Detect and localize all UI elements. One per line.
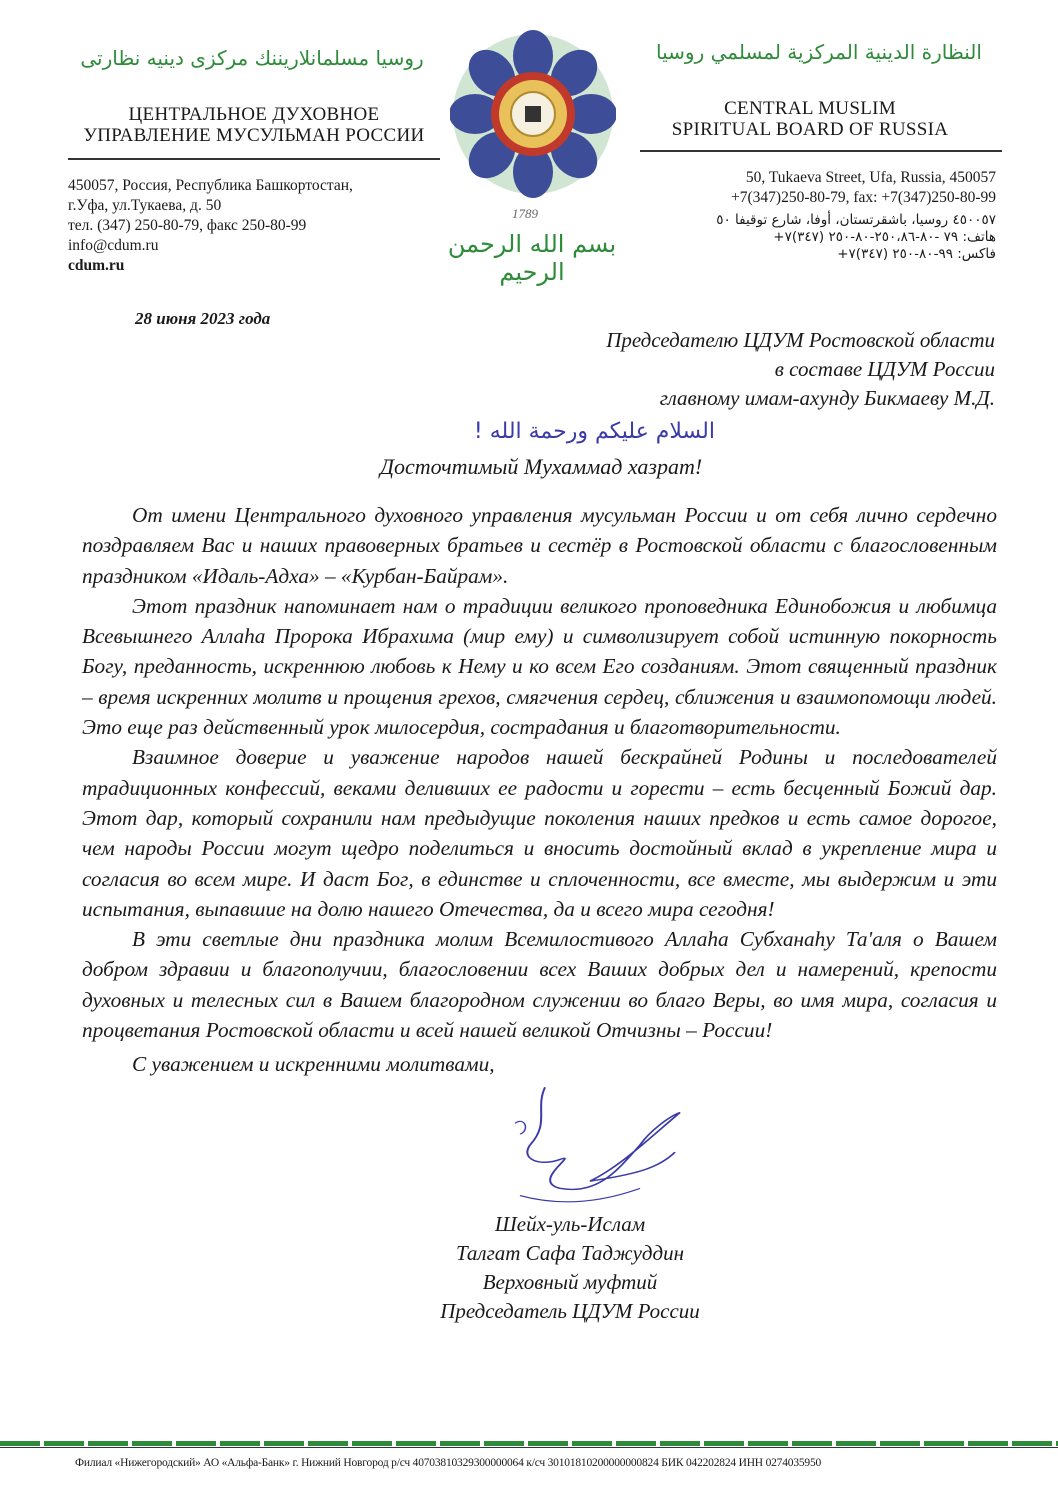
signatory-position: Председатель ЦДУМ России (440, 1298, 700, 1323)
right-arabic-logo: النظارة الدينية المركزية لمسلمي روسيا (656, 40, 982, 64)
email-link[interactable]: info@cdum.ru (68, 237, 159, 254)
signature-block (410, 1210, 730, 1326)
basmala-calligraphy: بسم الله الرحمن الرحيم (447, 230, 617, 286)
website-link[interactable]: cdum.ru (68, 257, 125, 274)
handwritten-greeting: السلام عليكم ورحمة الله ! (473, 419, 715, 444)
org-name-ru-line: УПРАВЛЕНИЕ МУСУЛЬМАН РОССИИ (83, 125, 425, 146)
contact-line: 450057, Россия, Республика Башкортостан, (68, 177, 353, 194)
addressee-line: главному имам-ахунду Бикмаеву М.Д. (659, 386, 995, 410)
paragraph: В эти светлые дни праздника молим Всемилостивого Аллаһа Субханаһу Та'аля о Вашем добром здравии и благополучии, благословении всех Ваших добрых дел и намерений, крепости духовных и телесных сил в Вашем благородном служении во благо Веры, во имя мира, согласия и процветания Ростовской области и всей нашей великой Отчизны – России! (82, 927, 997, 1043)
emblem-rosette-icon (450, 28, 616, 204)
addressee-line: Председателю ЦДУМ Ростовской области (606, 328, 995, 352)
signatory-title: Шейх-уль-Ислам (494, 1211, 646, 1236)
letter-body (82, 500, 997, 1326)
contacts-ar (716, 212, 996, 263)
contact-line: ٤٥٠٠٥٧ روسيا، باشقرتستان، أوفا، شارع توقيفا ٥٠ (716, 212, 996, 228)
addressee-line: в составе ЦДУМ России (774, 357, 995, 381)
header-divider-right (640, 150, 1002, 152)
emblem-year: 1789 (512, 206, 538, 221)
footer-green-border (0, 1441, 1058, 1446)
contacts-ru (68, 176, 353, 276)
signature-icon (500, 1080, 700, 1210)
paragraph: Этот праздник напоминает нам о традиции великого проповедника Единобожия и любимца Всевышнего Аллаһа Пророка Ибрахима (мир ему) и символизирует собой истинную покорность Богу, преданность, искреннюю любовь к Нему и ко всем Его созданиям. Этот священный праздник – время искренних молитв и прощения грехов, смягчения сердец, сближения и взаимопомощи людей. Это еще раз действенный урок милосердия, сострадания и благотворительности. (82, 593, 997, 740)
contacts-en (731, 168, 996, 208)
contact-line: +7(347)250-80-79, fax: +7(347)250-80-99 (731, 189, 996, 206)
addressee (606, 326, 995, 413)
signatory-name: Талгат Сафа Таджуддин (456, 1240, 684, 1265)
org-name-ru-line: ЦЕНТРАЛЬНОЕ ДУХОВНОЕ (128, 104, 380, 125)
org-name-en-line: CENTRAL MUSLIM (724, 98, 896, 119)
org-name-ru (68, 104, 440, 146)
contact-line: г.Уфа, ул.Тукаева, д. 50 (68, 197, 222, 214)
closing: С уважением и искренними молитвами, (132, 1052, 495, 1077)
paragraph: Взаимное доверие и уважение народов нашей бескрайней Родины и последователей традиционных конфессий, веками деливших ее радости и горести – есть бесценный Божий дар. Этот дар, который сохранили нам предыдущие поколения наших предков и есть самое дорогое, чем народы России могут щедро поделиться и вносить достойный вклад в укрепление мира и согласия во всем мире. И даст Бог, в единстве и сплоченности, все вместе, мы выдержим и эти испытания, выпавшие на долю нашего Отечества, да и всего мира сегодня! (82, 745, 997, 921)
header-divider-left (68, 158, 440, 160)
signatory-position: Верховный муфтий (482, 1269, 658, 1294)
contact-line: 50, Tukaeva Street, Ufa, Russia, 450057 (745, 169, 996, 186)
org-name-en (640, 98, 980, 140)
contact-line: فاكس: ٩٩-٨٠-٢٥٠ (٣٤٧)٧+ (837, 246, 996, 262)
signature-area (82, 1080, 997, 1210)
left-arabic-logo: روسيا مسلمانلاريننك مركزى دينيه نظارتى (80, 46, 424, 70)
footer-divider (0, 1447, 1058, 1448)
contact-line: тел. (347) 250-80-79, факс 250-80-99 (68, 217, 307, 234)
org-name-en-line: SPIRITUAL BOARD OF RUSSIA (671, 119, 949, 140)
bank-details: Филиал «Нижегородский» АО «Альфа-Банк» г. Нижний Новгород р/сч 40703810329300000064 к/сч 30101810200000000824 БИК 042202824 ИНН 0274035950 (75, 1457, 822, 1469)
paragraph: От имени Центрального духовного управления мусульман России и от себя лично сердечно поздравляем Вас и наших правоверных братьев и сестёр в Ростовской области с благословенным праздником «Идаль-Адха» – «Курбан-Байрам». (82, 503, 997, 588)
salutation: Досточтимый Мухаммад хазрат! (380, 454, 703, 479)
contact-line: هاتف: ٧٩ -٨٠-٢٥٠،٨٦-٨٠-٢٥٠ (٣٤٧)٧+ (773, 229, 996, 245)
letter-date: 28 июня 2023 года (135, 309, 271, 328)
